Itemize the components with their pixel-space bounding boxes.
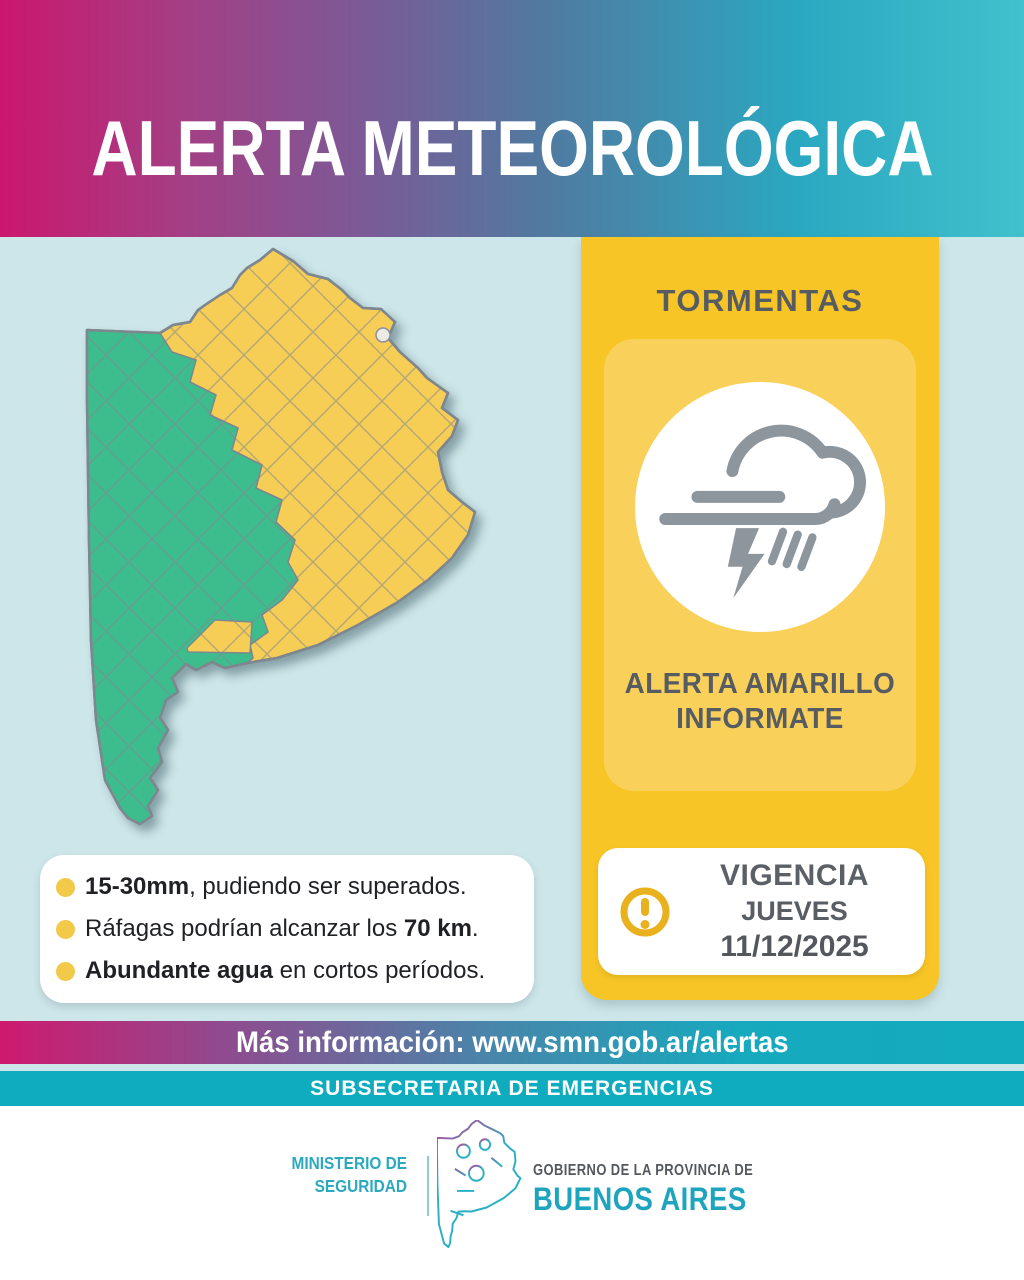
province-alert-map xyxy=(60,240,530,840)
buenos-aires-map-svg xyxy=(60,240,530,840)
vigencia-day: JUEVES xyxy=(741,896,848,926)
subsecretaria-label: SUBSECRETARIA DE EMERGENCIAS xyxy=(310,1076,714,1100)
footer-divider xyxy=(427,1156,429,1216)
alert-level-line1: ALERTA AMARILLO xyxy=(624,668,896,700)
government-label: GOBIERNO DE LA PROVINCIA DE BUENOS AIRES xyxy=(533,1162,754,1217)
more-info-bar xyxy=(0,1021,1024,1064)
alert-level-line2: INFORMATE xyxy=(676,703,844,736)
storm-icon xyxy=(645,392,875,622)
list-item: Ráfagas podrían alcanzar los 70 km. xyxy=(56,908,524,950)
caba-city-marker xyxy=(376,328,390,342)
alert-details-card xyxy=(40,855,534,1003)
vigencia-text xyxy=(672,859,925,964)
vigencia-title: VIGENCIA xyxy=(719,859,870,892)
footer xyxy=(0,1106,1024,1280)
vigencia-card xyxy=(598,848,925,975)
bullet-icon xyxy=(56,878,75,897)
vigencia-date: 11/12/2025 xyxy=(720,930,869,963)
page-title: ALERTA METEOROLÓGICA xyxy=(90,104,934,192)
warning-icon xyxy=(618,885,672,939)
header-banner xyxy=(0,0,1024,237)
alert-type-title: TORMENTAS xyxy=(656,283,864,318)
alert-level-text xyxy=(588,667,932,738)
subsecretaria-bar xyxy=(0,1071,1024,1106)
ministry-label: MINISTERIO DE SEGURIDAD xyxy=(291,1153,407,1197)
bullet-icon xyxy=(56,962,75,981)
list-item: 15-30mm, pudiendo ser superados. xyxy=(56,866,524,908)
buenos-aires-logo-icon xyxy=(437,1120,525,1261)
list-item: Abundante agua en cortos períodos. xyxy=(56,950,524,992)
more-info-url: Más información: www.smn.gob.ar/alertas xyxy=(235,1025,789,1059)
bullet-icon xyxy=(56,920,75,939)
storm-icon-circle xyxy=(635,382,885,632)
